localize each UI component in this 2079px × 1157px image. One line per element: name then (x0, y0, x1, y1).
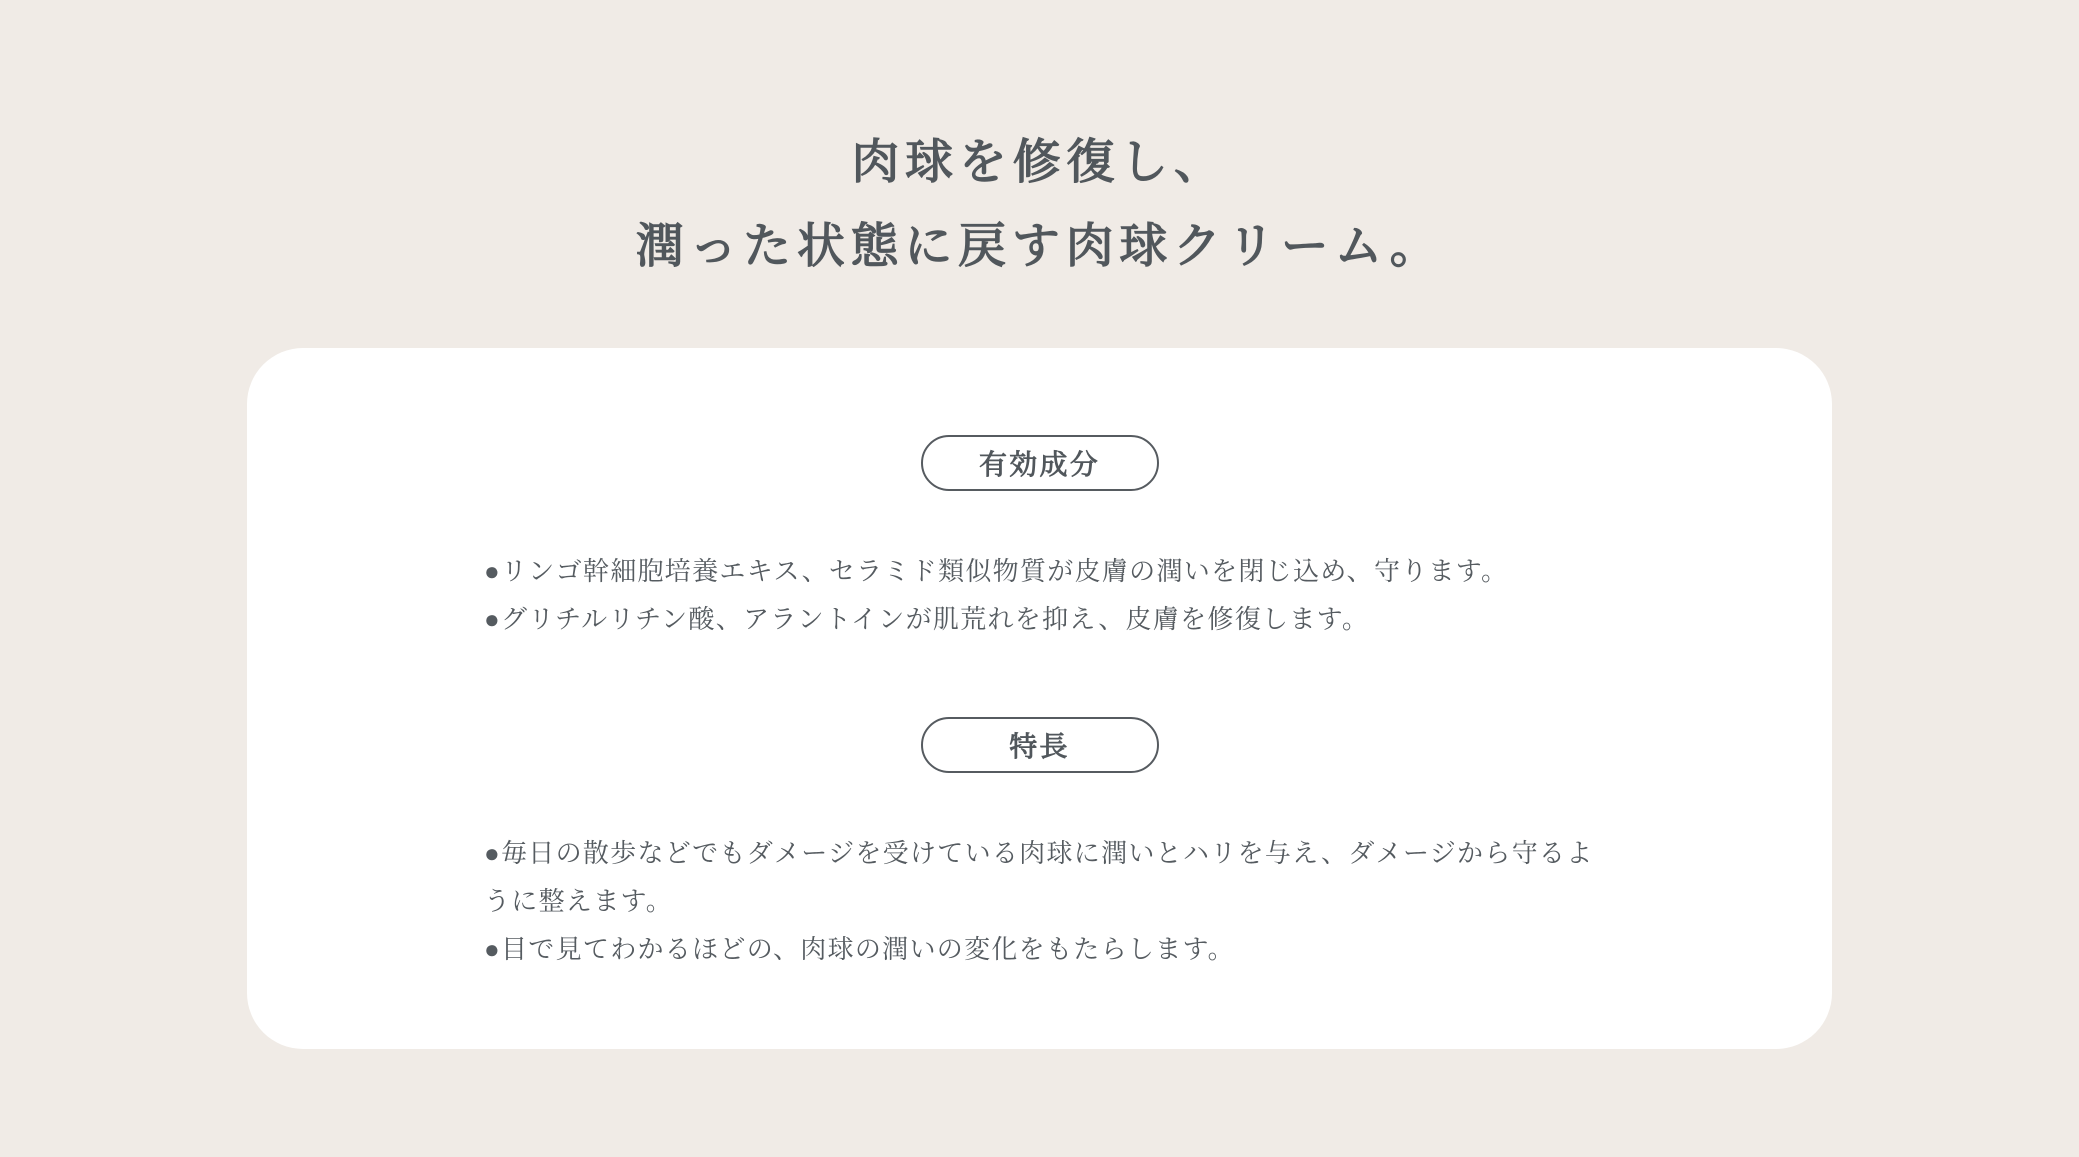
section-features (484, 717, 1595, 973)
hero-section (0, 0, 2079, 289)
page-title-line-2: 潤った状態に戻す肉球クリーム。 (635, 220, 1444, 273)
bullet-item: ●毎日の散歩などでもダメージを受けている肉球に潤いとハリを与え、ダメージから守るように整えます。 (484, 838, 1594, 916)
bullet-item: ●目で見てわかるほどの、肉球の潤いの変化をもたらします。 (484, 934, 1235, 964)
page-title (0, 121, 2079, 289)
bullet-item: ●グリチルリチン酸、アラントインが肌荒れを抑え、皮膚を修復します。 (484, 604, 1370, 634)
active-ingredients-badge (921, 435, 1159, 491)
active-ingredients-badge-label: 有効成分 (979, 449, 1100, 480)
active-ingredients-list (484, 547, 1595, 643)
bullet-item: ●リンゴ幹細胞培養エキス、セラミド類似物質が皮膚の潤いを閉じ込め、守ります。 (484, 556, 1509, 586)
features-badge (921, 717, 1159, 773)
info-card-content (484, 435, 1595, 973)
info-card (247, 348, 1832, 1049)
section-active-ingredients (484, 435, 1595, 643)
page-title-line-1: 肉球を修復し、 (851, 136, 1228, 189)
features-badge-label: 特長 (1009, 731, 1070, 762)
features-list (484, 829, 1595, 973)
